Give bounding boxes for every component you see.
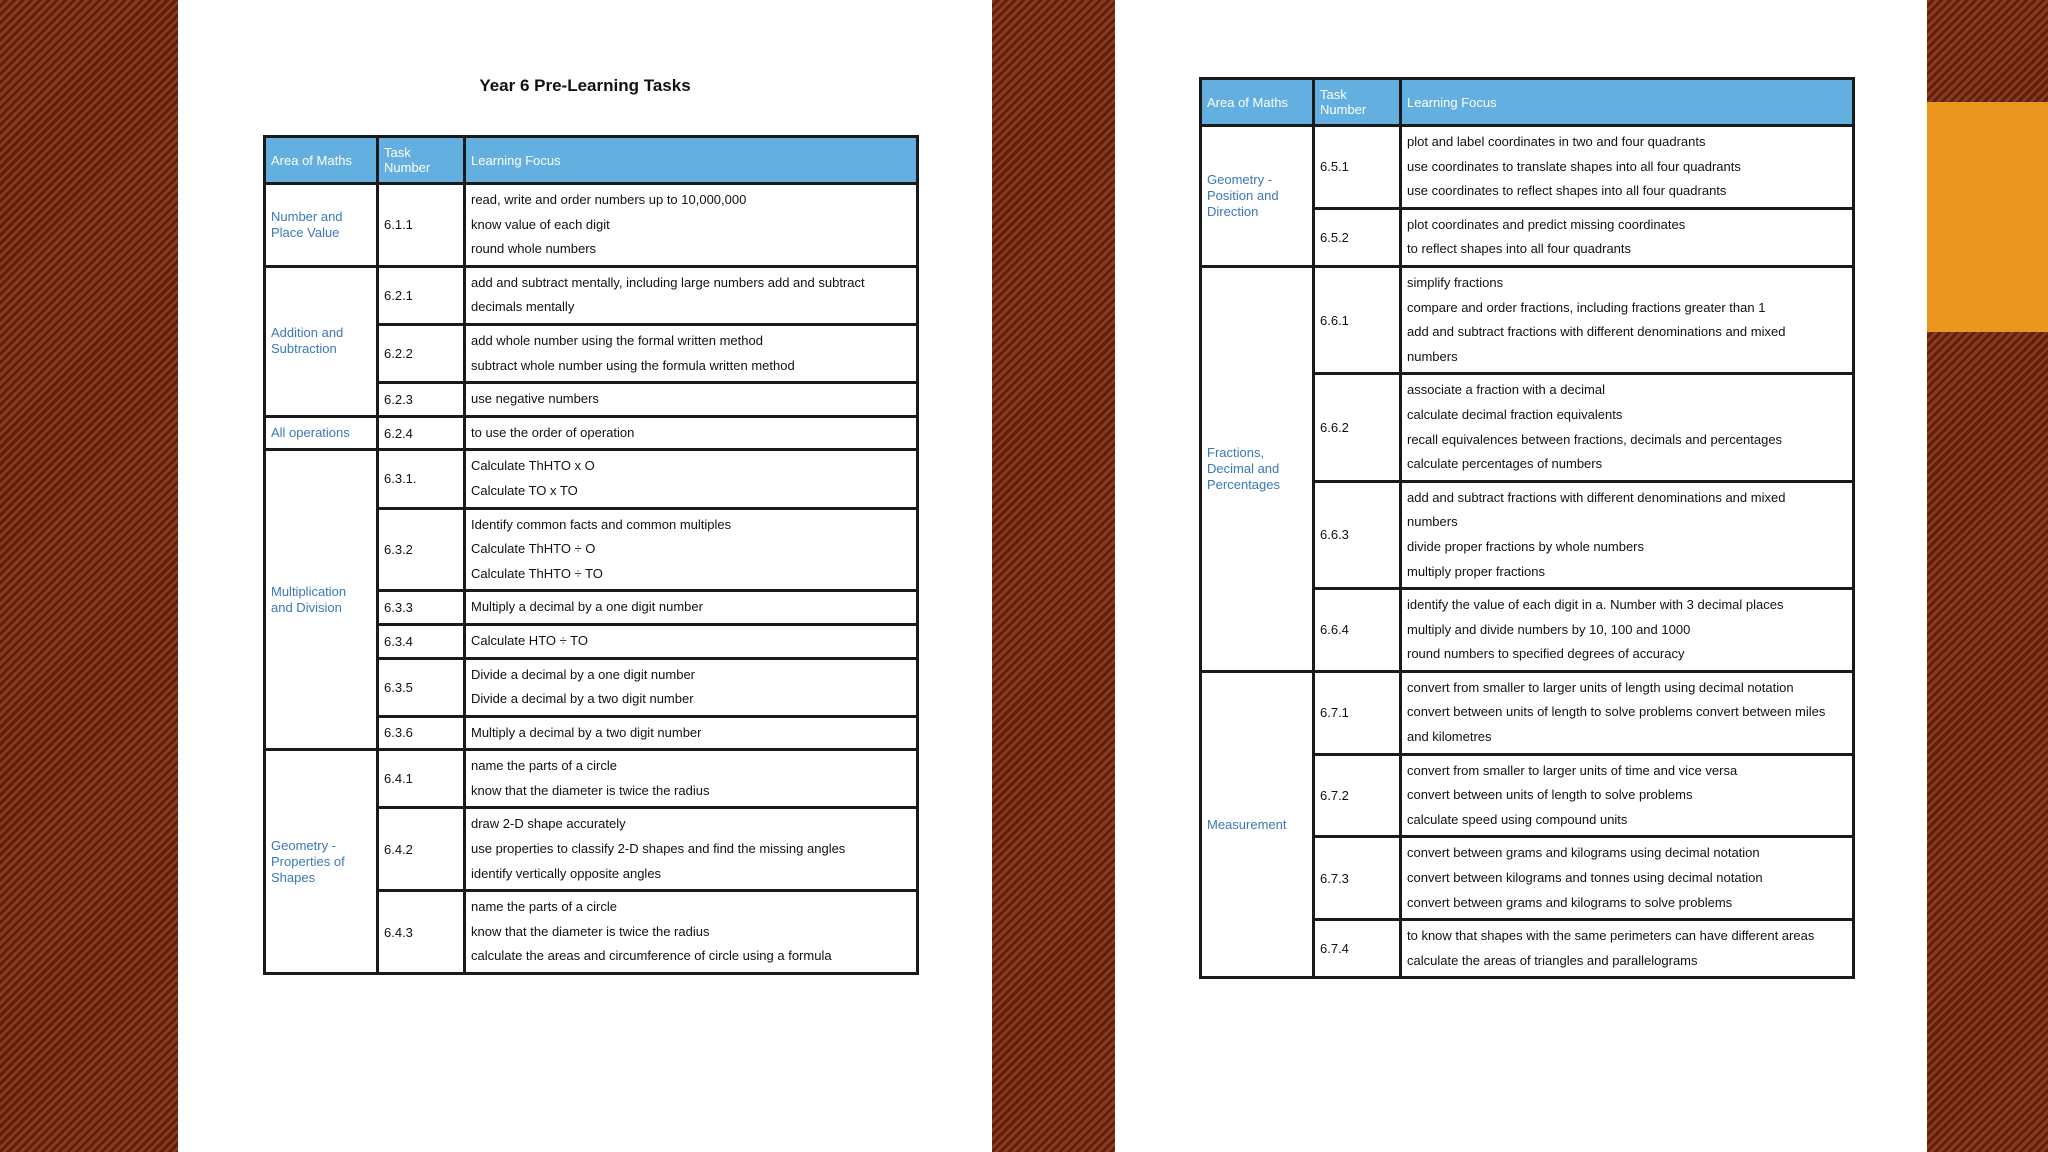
focus-line: Identify common facts and common multiples	[471, 516, 732, 532]
area-cell: Addition and Subtraction	[265, 266, 378, 416]
focus-line: Calculate ThHTO ÷ TO	[471, 565, 603, 581]
header-task: Task Number	[378, 137, 465, 184]
focus-cell	[465, 450, 918, 508]
focus-line: read, write and order numbers up to 10,000,000	[471, 192, 747, 207]
task-number: 6.3.2	[378, 508, 465, 591]
header-focus: Learning Focus	[465, 137, 918, 184]
focus-line: to reflect shapes into all four quadrants	[1407, 241, 1632, 257]
focus-line: convert between grams and kilograms to solve problems	[1407, 894, 1733, 910]
task-number: 6.1.1	[378, 184, 465, 267]
task-number: 6.3.5	[378, 658, 465, 716]
focus-line: Divide a decimal by a two digit number	[471, 691, 694, 707]
focus-line: calculate the areas and circumference of circle using a formula	[471, 948, 832, 964]
focus-cell	[1401, 126, 1854, 209]
focus-cell	[465, 591, 918, 625]
focus-cell	[1401, 754, 1854, 837]
table-row	[265, 750, 918, 808]
task-number: 6.3.6	[378, 716, 465, 750]
focus-line: use coordinates to translate shapes into all four quadrants	[1407, 158, 1741, 174]
focus-line: numbers	[1407, 514, 1458, 530]
focus-line: plot coordinates and predict missing coordinates	[1407, 216, 1686, 232]
table-header-row	[1201, 79, 1854, 126]
area-cell: Measurement	[1201, 671, 1314, 978]
focus-line: name the parts of a circle	[471, 758, 617, 774]
focus-line: convert between units of length to solve problems convert between miles	[1407, 704, 1826, 720]
task-number: 6.6.1	[1314, 266, 1401, 373]
focus-line: identify vertically opposite angles	[471, 865, 662, 881]
focus-line: Calculate ThHTO ÷ O	[471, 541, 596, 557]
focus-line: associate a fraction with a decimal	[1407, 382, 1605, 398]
focus-line: decimals mentally	[471, 299, 575, 315]
task-number: 6.7.1	[1314, 671, 1401, 754]
focus-line: numbers	[1407, 348, 1458, 364]
task-number: 6.3.1.	[378, 450, 465, 508]
focus-line: use properties to classify 2-D shapes and find the missing angles	[471, 841, 846, 857]
focus-line: and kilometres	[1407, 729, 1492, 745]
focus-line: identify the value of each digit in a. Number with 3 decimal places	[1407, 597, 1784, 613]
focus-line: name the parts of a circle	[471, 899, 617, 915]
focus-cell	[1401, 671, 1854, 754]
focus-cell	[465, 891, 918, 974]
focus-line: calculate the areas of triangles and parallelograms	[1407, 952, 1698, 968]
table-row	[1201, 126, 1854, 209]
header-area: Area of Maths	[265, 137, 378, 184]
focus-line: Calculate ThHTO x O	[471, 458, 595, 474]
focus-cell	[465, 624, 918, 658]
table-row	[265, 184, 918, 267]
area-cell: Geometry - Position and Direction	[1201, 126, 1314, 267]
focus-line: convert between kilograms and tonnes using decimal notation	[1407, 870, 1763, 886]
task-number: 6.4.1	[378, 750, 465, 808]
focus-cell	[1401, 266, 1854, 373]
table-row	[1201, 671, 1854, 754]
tasks-table-right	[1199, 77, 1855, 979]
focus-line: add and subtract mentally, including large numbers add and subtract	[471, 274, 865, 290]
task-number: 6.2.3	[378, 383, 465, 417]
focus-line: draw 2-D shape accurately	[471, 816, 626, 832]
task-number: 6.2.4	[378, 416, 465, 450]
focus-line: convert between units of length to solve problems	[1407, 787, 1693, 803]
focus-line: round numbers to specified degrees of accuracy	[1407, 646, 1685, 662]
focus-line: to know that shapes with the same perimeters can have different areas	[1407, 928, 1815, 944]
focus-line: multiply and divide numbers by 10, 100 and 1000	[1407, 621, 1691, 637]
focus-line: convert from smaller to larger units of time and vice versa	[1407, 762, 1738, 778]
focus-line: calculate percentages of numbers	[1407, 456, 1603, 472]
table-row	[265, 416, 918, 450]
task-number: 6.5.1	[1314, 126, 1401, 209]
focus-line: use negative numbers	[471, 391, 599, 407]
focus-line: multiply proper fractions	[1407, 563, 1545, 579]
area-cell: Multiplication and Division	[265, 450, 378, 750]
focus-line: convert from smaller to larger units of length using decimal notation	[1407, 679, 1794, 695]
focus-cell	[465, 324, 918, 382]
header-focus: Learning Focus	[1401, 79, 1854, 126]
background-stripes-left	[0, 0, 178, 1152]
page-title: Year 6 Pre-Learning Tasks	[479, 76, 691, 95]
area-cell: Number and Place Value	[265, 184, 378, 267]
task-number: 6.5.2	[1314, 208, 1401, 266]
table-row	[1201, 266, 1854, 373]
focus-line: Multiply a decimal by a one digit number	[471, 599, 703, 615]
focus-line: know value of each digit	[471, 216, 610, 232]
focus-line: compare and order fractions, including fractions greater than 1	[1407, 299, 1766, 315]
table-row	[265, 450, 918, 508]
focus-cell	[1401, 589, 1854, 672]
accent-bar	[1927, 102, 2048, 332]
task-number: 6.6.4	[1314, 589, 1401, 672]
focus-line: know that the diameter is twice the radius	[471, 923, 710, 939]
table-row	[265, 266, 918, 324]
focus-cell	[1401, 481, 1854, 588]
focus-cell	[465, 184, 918, 267]
task-number: 6.4.2	[378, 808, 465, 891]
table-header-row	[265, 137, 918, 184]
area-cell: All operations	[265, 416, 378, 450]
focus-line: Calculate HTO ÷ TO	[471, 632, 588, 648]
focus-cell	[465, 658, 918, 716]
focus-line: add and subtract fractions with different denominations and mixed	[1407, 489, 1786, 505]
focus-line: convert between grams and kilograms using decimal notation	[1407, 845, 1760, 861]
focus-cell	[1401, 837, 1854, 920]
focus-line: Calculate TO x TO	[471, 482, 578, 498]
task-number: 6.3.4	[378, 624, 465, 658]
header-area: Area of Maths	[1201, 79, 1314, 126]
focus-line: know that the diameter is twice the radius	[471, 782, 710, 798]
focus-cell	[1401, 208, 1854, 266]
area-cell: Geometry - Properties of Shapes	[265, 750, 378, 974]
focus-line: add whole number using the formal written method	[471, 332, 763, 348]
header-task: Task Number	[1314, 79, 1401, 126]
area-cell: Fractions, Decimal and Percentages	[1201, 266, 1314, 671]
focus-cell	[465, 266, 918, 324]
task-number: 6.2.1	[378, 266, 465, 324]
focus-cell	[465, 808, 918, 891]
task-number: 6.3.3	[378, 591, 465, 625]
focus-line: round whole numbers	[471, 241, 597, 257]
focus-line: Divide a decimal by a one digit number	[471, 666, 696, 682]
focus-line: Multiply a decimal by a two digit number	[471, 724, 702, 740]
background-stripes-middle	[992, 0, 1115, 1152]
task-number: 6.4.3	[378, 891, 465, 974]
focus-line: plot and label coordinates in two and four quadrants	[1407, 134, 1706, 149]
focus-cell	[1401, 920, 1854, 978]
task-number: 6.6.3	[1314, 481, 1401, 588]
focus-cell	[465, 716, 918, 750]
task-number: 6.6.2	[1314, 374, 1401, 481]
focus-line: use coordinates to reflect shapes into all four quadrants	[1407, 183, 1727, 199]
focus-line: recall equivalences between fractions, decimals and percentages	[1407, 431, 1783, 447]
focus-line: calculate decimal fraction equivalents	[1407, 406, 1623, 422]
focus-line: add and subtract fractions with different denominations and mixed	[1407, 324, 1786, 340]
focus-cell	[465, 383, 918, 417]
focus-line: divide proper fractions by whole numbers	[1407, 538, 1645, 554]
focus-line: subtract whole number using the formula written method	[471, 357, 795, 373]
focus-cell	[465, 416, 918, 450]
focus-line: to use the order of operation	[471, 424, 635, 440]
tasks-table-left	[263, 135, 919, 975]
focus-line: simplify fractions	[1407, 274, 1504, 290]
task-number: 6.7.3	[1314, 837, 1401, 920]
focus-line: calculate speed using compound units	[1407, 811, 1628, 827]
task-number: 6.2.2	[378, 324, 465, 382]
focus-cell	[465, 508, 918, 591]
focus-cell	[1401, 374, 1854, 481]
task-number: 6.7.4	[1314, 920, 1401, 978]
task-number: 6.7.2	[1314, 754, 1401, 837]
focus-cell	[465, 750, 918, 808]
